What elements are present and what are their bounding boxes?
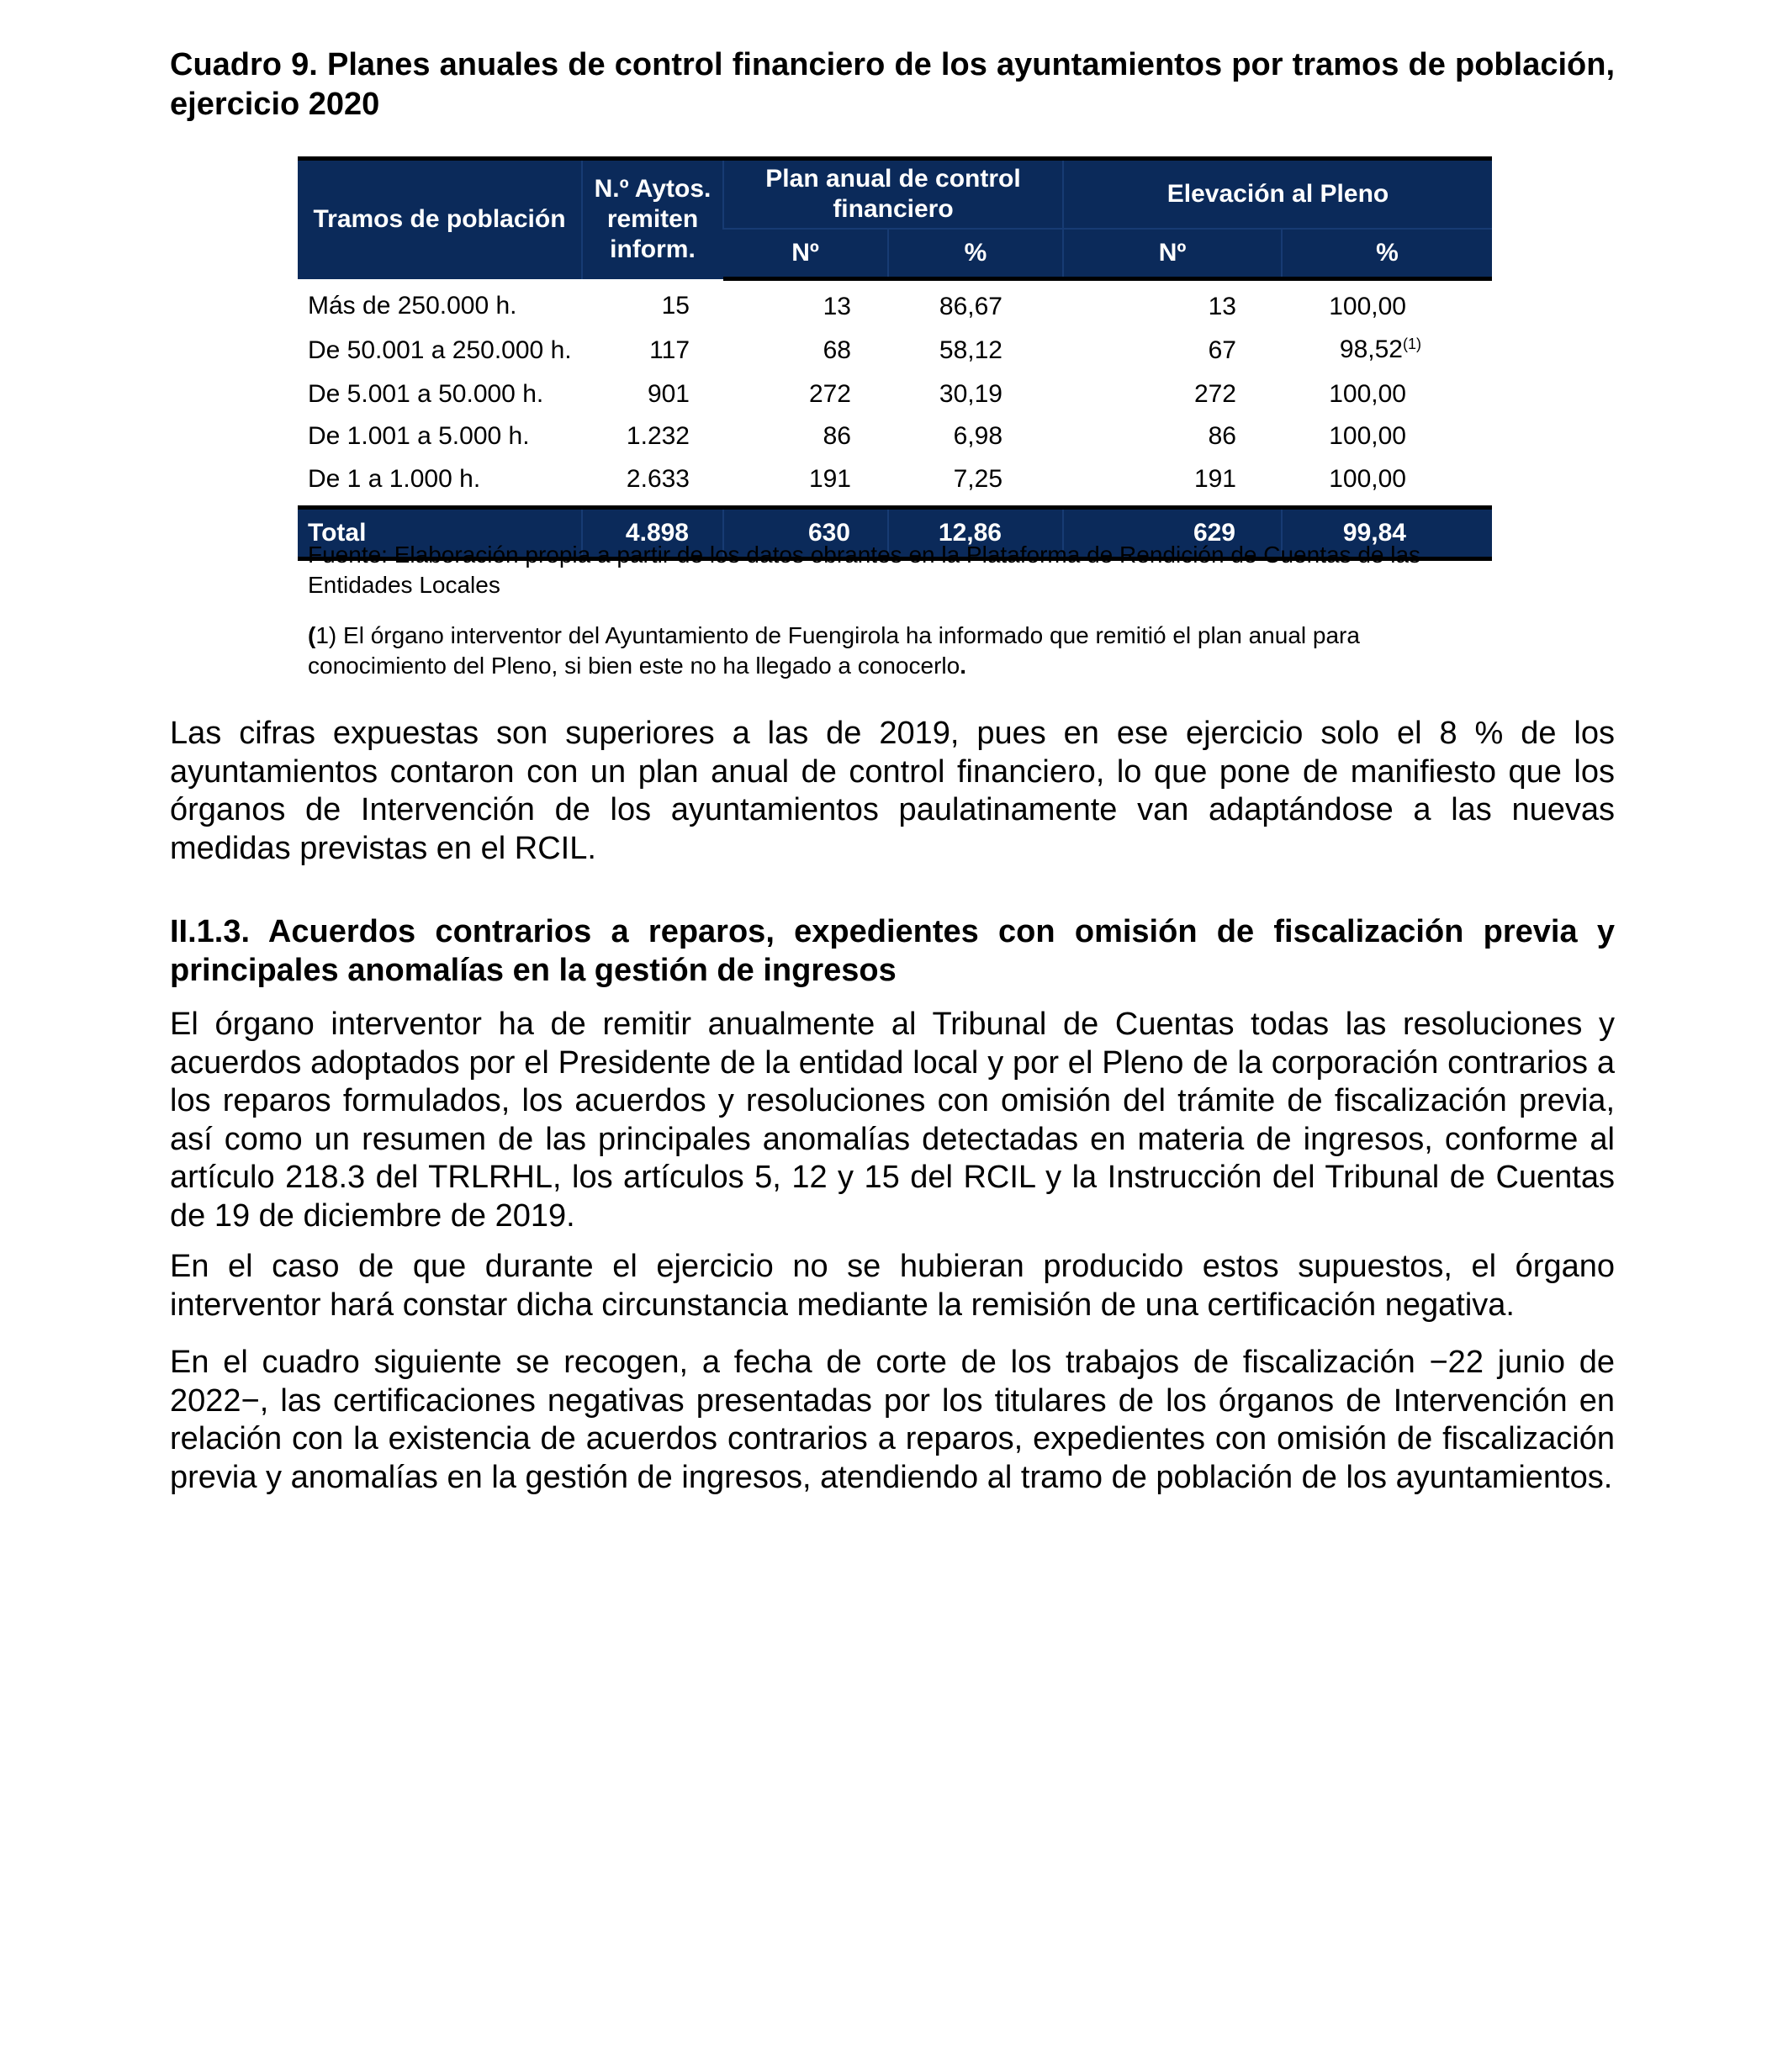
paragraph-2: El órgano interventor ha de remitir anualmente al Tribunal de Cuentas todas las resoluciones y acuerdos adoptados por el Presidente de la entidad local y por el Pleno de la corporación contrarios a los reparos formulados, los acuerdos y resoluciones con omisión del trámite de fiscalización previa, así como un resumen de las principales anomalías detectadas en materia de ingresos, conforme al artículo 218.3 del TRLRHL, los artículos 5, 12 y 15 del RCIL y la Instrucción del Tribunal de Cuentas de 19 de diciembre de 2019. — [170, 1007, 1615, 1234]
cell-tramo: De 1.001 a 5.000 h. — [308, 422, 530, 451]
cell-elev-pct: 100,00 — [1329, 422, 1406, 451]
header-plan-n: Nº — [723, 229, 888, 279]
cell-plan-n: 272 — [808, 379, 851, 408]
cell-elev-pct: 100,00 — [1329, 293, 1406, 321]
section-heading: II.1.3. Acuerdos contrarios a reparos, expedientes con omisión de fiscalización previa y principales anomalías en la gestión de ingresos — [170, 914, 1615, 988]
cell-plan-n: 86 — [823, 422, 851, 451]
cell-plan-pct: 30,19 — [939, 379, 1002, 408]
footnote-marker: (1) — [1403, 335, 1421, 352]
cell-elev-pct: 100,00 — [1329, 379, 1406, 408]
footnote-text: El órgano interventor del Ayuntamiento de Fuengirola ha informado que remitió el plan anual para conocimiento del Pleno, si bien este no ha llegado a conocerlo — [308, 622, 1360, 679]
table-caption: Cuadro 9. Planes anuales de control financiero de los ayuntamientos por tramos de población, ejercicio 2020 — [170, 47, 1615, 122]
footnote-number: 1) — [315, 622, 344, 648]
header-tramos: Tramos de población — [298, 159, 582, 279]
control-plans-table — [298, 156, 1492, 561]
cell-elev-n: 191 — [1193, 464, 1236, 493]
total-aytos: 4.898 — [582, 508, 723, 559]
table-row — [298, 373, 1492, 416]
header-aytos: N.º Aytos. remiten inform. — [582, 159, 723, 279]
cell-aytos: 117 — [649, 336, 690, 364]
footnote-open: ( — [308, 622, 316, 648]
total-plan-n: 630 — [723, 508, 888, 559]
table-row — [298, 458, 1492, 508]
total-plan-pct: 12,86 — [888, 508, 1063, 559]
cell-aytos: 1.232 — [626, 422, 690, 451]
table-row — [298, 329, 1492, 373]
cell-plan-n: 68 — [823, 336, 851, 364]
cell-aytos: 15 — [661, 292, 690, 320]
cell-aytos: 2.633 — [626, 464, 690, 493]
cell-tramo: De 1 a 1.000 h. — [308, 464, 481, 493]
cell-tramo: De 50.001 a 250.000 h. — [308, 336, 572, 364]
table-footnote — [308, 621, 1485, 681]
header-elev-n: Nº — [1063, 229, 1282, 279]
total-elev-n: 629 — [1063, 508, 1282, 559]
paragraph-1: Las cifras expuestas son superiores a las de 2019, pues en ese ejercicio solo el 8 % de los ayuntamientos contaron con un plan anual de control financiero, lo que pone de manifiesto que los órganos de Intervención de los ayuntamientos paulatinamente van adaptándose a las nuevas medidas previstas en el RCIL. — [170, 716, 1615, 866]
header-plan: Plan anual de control financiero — [723, 159, 1063, 230]
cell-elev-pct: 100,00 — [1329, 464, 1406, 493]
cell-elev-n: 272 — [1193, 379, 1236, 408]
paragraph-3: En el caso de que durante el ejercicio no se hubieran producido estos supuestos, el órgano interventor hará constar dicha circunstancia mediante la remisión de una certificación negativa. — [170, 1249, 1615, 1323]
header-elev-pct: % — [1282, 229, 1492, 279]
total-label: Total — [298, 508, 582, 559]
cell-elev-n: 13 — [1208, 293, 1236, 321]
cell-plan-pct: 58,12 — [939, 336, 1002, 364]
cell-elev-pct-with-note — [1282, 329, 1492, 373]
header-elevacion: Elevación al Pleno — [1063, 159, 1492, 230]
cell-plan-n: 13 — [823, 293, 851, 321]
cell-elev-pct-value: 98,52 — [1339, 335, 1403, 363]
footnote-period: . — [960, 653, 966, 679]
table-row — [298, 415, 1492, 458]
cell-tramo: De 5.001 a 50.000 h. — [308, 379, 544, 408]
cell-plan-pct: 7,25 — [953, 464, 1002, 493]
cell-elev-n: 86 — [1208, 422, 1236, 451]
cell-plan-pct: 6,98 — [953, 422, 1002, 451]
table-row — [298, 279, 1492, 329]
table-container — [298, 156, 1492, 561]
table-body — [298, 279, 1492, 508]
cell-aytos: 901 — [647, 379, 690, 408]
total-elev-pct: 99,84 — [1282, 508, 1492, 559]
cell-elev-n: 67 — [1208, 336, 1236, 364]
table-source: Fuente: Elaboración propia a partir de los datos obrantes en la Plataforma de Rendición de Cuentas de las Entidades Locales — [308, 542, 1421, 598]
cell-plan-pct: 86,67 — [939, 293, 1002, 321]
cell-plan-n: 191 — [808, 464, 851, 493]
header-plan-pct: % — [888, 229, 1063, 279]
cell-tramo: Más de 250.000 h. — [308, 292, 517, 320]
paragraph-4: En el cuadro siguiente se recogen, a fecha de corte de los trabajos de fiscalización −22 junio de 2022−, las certificaciones negativas presentadas por los titulares de los órganos de Intervención en relación con la existencia de acuerdos contrarios a reparos, expedientes con omisión de fiscalización previa y anomalías en la gestión de ingresos, atendiendo al tramo de población de los ayuntamientos. — [170, 1345, 1615, 1495]
